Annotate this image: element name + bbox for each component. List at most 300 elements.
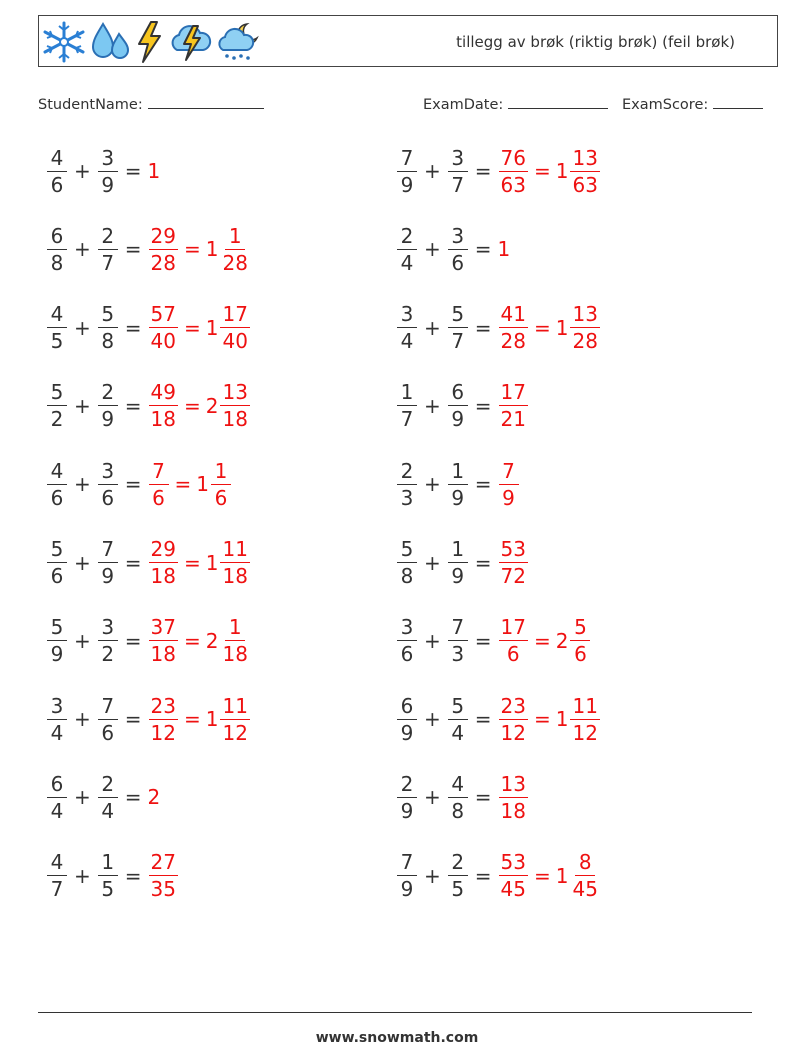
improper-fraction-denominator: 72	[500, 564, 526, 588]
addend-fraction	[448, 380, 468, 432]
addend-fraction	[47, 615, 67, 667]
addend-fraction-denominator: 6	[50, 172, 64, 197]
improper-fraction-numerator: 17	[500, 615, 526, 640]
addend-fraction-denominator: 9	[101, 407, 115, 432]
addend-fraction	[397, 693, 417, 745]
mixed-fraction-part-denominator: 12	[572, 720, 598, 745]
footer-site: www.snowmath.com	[315, 1030, 479, 1046]
improper-fraction	[149, 615, 178, 667]
improper-fraction-numerator: 29	[150, 223, 176, 248]
answer-equals-sign: =	[533, 863, 551, 888]
addend-fraction-denominator: 6	[400, 642, 414, 667]
plus-sign: +	[424, 159, 441, 183]
addend-fraction-numerator: 5	[397, 539, 417, 563]
addend-fraction-denominator: 9	[451, 407, 465, 432]
improper-fraction-denominator: 45	[500, 877, 526, 902]
equals-sign: =	[124, 237, 142, 262]
mixed-fraction-part-numerator: 5	[570, 617, 590, 641]
addend-fraction-denominator: 9	[451, 564, 465, 588]
addend-fraction-denominator: 9	[400, 172, 414, 197]
answer	[148, 380, 251, 432]
addend-fraction	[47, 850, 67, 902]
plus-sign: +	[74, 315, 91, 340]
addend-fraction-numerator: 3	[397, 617, 417, 641]
addend-fraction	[98, 302, 118, 354]
plus-sign: +	[424, 472, 441, 497]
addend-fraction	[448, 615, 468, 667]
addend-fraction	[98, 615, 118, 667]
mixed-fraction-part-numerator: 8	[575, 852, 595, 876]
answer	[498, 237, 512, 261]
addend-fraction	[448, 145, 468, 197]
addend-fraction-numerator: 4	[47, 461, 67, 485]
answer	[498, 850, 601, 902]
improper-fraction	[149, 693, 178, 745]
addend-fraction	[397, 850, 417, 902]
mixed-fraction-part-numerator: 1	[225, 617, 245, 641]
addend-fraction-denominator: 8	[400, 564, 414, 588]
answer	[498, 458, 520, 510]
addend-fraction	[98, 223, 118, 275]
addend-fraction-denominator: 8	[50, 250, 64, 275]
plus-sign: +	[424, 628, 441, 653]
improper-fraction	[149, 302, 178, 354]
answer	[148, 223, 251, 275]
answer	[148, 785, 162, 809]
plus-sign: +	[74, 159, 91, 183]
problem-row	[396, 689, 601, 749]
addend-fraction	[47, 693, 67, 745]
exam-date-label: ExamDate:	[423, 97, 504, 113]
mixed-fraction-part	[220, 380, 249, 432]
answer	[148, 302, 251, 354]
mixed-fraction-part	[570, 302, 599, 354]
mixed-fraction-part-numerator: 1	[225, 226, 245, 250]
addend-fraction-numerator: 4	[448, 774, 468, 798]
addend-fraction-denominator: 4	[50, 720, 64, 745]
problem-row	[46, 454, 232, 514]
improper-fraction	[149, 380, 178, 432]
addend-fraction-denominator: 3	[400, 485, 414, 510]
addend-fraction-denominator: 9	[400, 877, 414, 902]
addend-fraction-denominator: 9	[400, 798, 414, 823]
answer	[498, 145, 601, 197]
addend-fraction-denominator: 4	[50, 798, 64, 823]
lightning-icon	[133, 20, 165, 64]
addend-fraction-denominator: 5	[50, 329, 64, 354]
problem-row	[46, 611, 251, 671]
problem-row	[396, 376, 529, 436]
improper-fraction-numerator: 49	[150, 380, 176, 405]
equals-sign: =	[474, 628, 492, 653]
improper-fraction	[149, 850, 178, 902]
addend-fraction-denominator: 6	[50, 485, 64, 510]
addend-fraction-numerator: 7	[98, 696, 118, 720]
addend-fraction-numerator: 3	[448, 226, 468, 250]
worksheet-title: tillegg av brøk (riktig brøk) (feil brøk)	[456, 33, 735, 51]
addend-fraction-numerator: 7	[98, 539, 118, 563]
improper-fraction	[499, 302, 528, 354]
answer-equals-sign: =	[533, 159, 551, 183]
addend-fraction	[448, 223, 468, 275]
addend-fraction	[397, 302, 417, 354]
problem-row	[46, 846, 179, 906]
answer-equals-sign: =	[183, 707, 201, 732]
addend-fraction-numerator: 3	[47, 696, 67, 720]
answer-equals-sign: =	[183, 315, 201, 340]
addend-fraction	[397, 771, 417, 823]
addend-fraction-denominator: 8	[101, 329, 115, 354]
improper-fraction	[499, 850, 528, 902]
improper-fraction	[499, 380, 528, 432]
improper-fraction	[149, 539, 178, 586]
addend-fraction-denominator: 9	[50, 642, 64, 667]
student-name-field	[38, 94, 264, 113]
answer	[498, 615, 592, 667]
improper-fraction-numerator: 53	[500, 850, 526, 875]
plus-sign: +	[424, 315, 441, 340]
whole-number: 1	[555, 863, 569, 888]
answer	[148, 159, 162, 183]
addend-fraction-numerator: 1	[448, 539, 468, 563]
whole-number: 1	[147, 159, 161, 183]
equals-sign: =	[124, 472, 142, 497]
improper-fraction	[149, 458, 169, 510]
improper-fraction	[499, 145, 528, 197]
improper-fraction-denominator: 28	[150, 250, 176, 275]
exam-date-blank[interactable]	[508, 94, 608, 109]
addend-fraction-numerator: 7	[397, 148, 417, 172]
improper-fraction	[499, 771, 528, 823]
answer-equals-sign: =	[533, 628, 551, 653]
addend-fraction-numerator: 5	[47, 617, 67, 641]
addend-fraction-denominator: 4	[400, 250, 414, 275]
answer	[148, 458, 233, 510]
addend-fraction-numerator: 3	[448, 148, 468, 172]
snowflake-icon	[41, 20, 87, 64]
addend-fraction-numerator: 6	[47, 774, 67, 798]
addend-fraction-denominator: 5	[101, 877, 115, 902]
improper-fraction-denominator: 35	[150, 877, 176, 902]
improper-fraction-denominator: 6	[152, 485, 165, 510]
storm-cloud-icon	[167, 20, 213, 64]
improper-fraction-numerator: 57	[150, 302, 176, 327]
problem-row	[396, 454, 520, 514]
addend-fraction	[98, 539, 118, 586]
night-rain-cloud-icon	[215, 20, 261, 64]
water-drops-icon	[89, 20, 131, 64]
improper-fraction-denominator: 28	[500, 329, 526, 354]
plus-sign: +	[74, 472, 91, 497]
addend-fraction-denominator: 4	[400, 329, 414, 354]
mixed-fraction-part-denominator: 18	[222, 642, 248, 667]
answer	[498, 693, 601, 745]
mixed-fraction-part-numerator: 17	[222, 302, 248, 327]
addend-fraction-numerator: 3	[98, 461, 118, 485]
equals-sign: =	[474, 785, 492, 810]
addend-fraction-denominator: 2	[50, 407, 64, 432]
equals-sign: =	[124, 550, 142, 575]
student-name-blank[interactable]	[148, 94, 264, 109]
whole-number: 2	[555, 628, 569, 653]
addend-fraction-numerator: 1	[98, 852, 118, 876]
addend-fraction-numerator: 5	[47, 539, 67, 563]
answer-equals-sign: =	[183, 237, 201, 262]
improper-fraction-numerator: 53	[500, 537, 526, 561]
addend-fraction-numerator: 2	[98, 774, 118, 798]
mixed-fraction-part-numerator: 13	[572, 145, 598, 170]
addend-fraction-denominator: 7	[101, 250, 115, 275]
improper-fraction-denominator: 12	[500, 720, 526, 745]
addend-fraction	[98, 693, 118, 745]
improper-fraction-numerator: 7	[149, 461, 169, 485]
addend-fraction-denominator: 8	[451, 798, 465, 823]
mixed-fraction-part	[570, 850, 599, 902]
addend-fraction-denominator: 9	[101, 172, 115, 197]
equals-sign: =	[474, 315, 492, 340]
plus-sign: +	[74, 863, 91, 888]
mixed-fraction-part-denominator: 28	[572, 329, 598, 354]
whole-number: 1	[196, 472, 210, 497]
mixed-fraction-part	[570, 693, 599, 745]
addend-fraction-numerator: 4	[47, 148, 67, 172]
answer-equals-sign: =	[183, 628, 201, 653]
addend-fraction-denominator: 9	[451, 485, 465, 510]
addend-fraction	[98, 458, 118, 510]
addend-fraction	[47, 458, 67, 510]
equals-sign: =	[474, 237, 492, 262]
mixed-fraction-part-denominator: 40	[222, 329, 248, 354]
addend-fraction	[47, 145, 67, 197]
improper-fraction-denominator: 18	[150, 642, 176, 667]
answer	[498, 380, 529, 432]
equals-sign: =	[474, 159, 492, 183]
addend-fraction-numerator: 3	[397, 304, 417, 328]
whole-number: 1	[555, 315, 569, 340]
problem-row	[46, 298, 251, 358]
exam-score-field	[622, 94, 763, 113]
improper-fraction	[149, 223, 178, 275]
addend-fraction-numerator: 4	[47, 304, 67, 328]
student-name-label: StudentName:	[38, 97, 143, 113]
addend-fraction-numerator: 2	[448, 852, 468, 876]
addend-fraction-denominator: 7	[50, 877, 64, 902]
addend-fraction-numerator: 3	[98, 148, 118, 172]
addend-fraction	[47, 539, 67, 586]
mixed-fraction-part-denominator: 12	[222, 720, 248, 745]
equals-sign: =	[474, 707, 492, 732]
mixed-fraction-part-denominator: 63	[572, 172, 598, 197]
mixed-fraction-part-numerator: 1	[211, 461, 231, 485]
equals-sign: =	[124, 785, 142, 810]
addend-fraction	[448, 771, 468, 823]
addend-fraction	[47, 302, 67, 354]
addend-fraction	[47, 380, 67, 432]
exam-score-label: ExamScore:	[622, 97, 709, 113]
addend-fraction-numerator: 7	[448, 617, 468, 641]
plus-sign: +	[74, 393, 91, 418]
plus-sign: +	[424, 393, 441, 418]
mixed-fraction-part	[570, 615, 590, 667]
whole-number: 2	[205, 393, 219, 418]
addend-fraction-numerator: 3	[98, 617, 118, 641]
improper-fraction-denominator: 6	[506, 642, 520, 667]
problem-row	[396, 141, 601, 201]
problem-row	[396, 767, 529, 827]
mixed-fraction-part	[220, 693, 249, 745]
plus-sign: +	[74, 785, 91, 810]
answer	[148, 539, 251, 586]
equals-sign: =	[124, 707, 142, 732]
plus-sign: +	[424, 707, 441, 732]
answer	[148, 615, 251, 667]
improper-fraction-numerator: 17	[500, 380, 526, 405]
exam-date-field	[423, 94, 608, 113]
addend-fraction-denominator: 2	[101, 642, 115, 667]
addend-fraction-denominator: 4	[101, 798, 115, 823]
addend-fraction-denominator: 6	[101, 485, 115, 510]
equals-sign: =	[474, 863, 492, 888]
addend-fraction-numerator: 2	[98, 382, 118, 406]
addend-fraction	[98, 145, 118, 197]
addend-fraction-numerator: 5	[98, 304, 118, 328]
answer	[148, 693, 251, 745]
improper-fraction-denominator: 12	[150, 720, 176, 745]
improper-fraction-numerator: 41	[500, 302, 526, 327]
plus-sign: +	[74, 707, 91, 732]
problem-row	[396, 846, 601, 906]
equals-sign: =	[124, 393, 142, 418]
plus-sign: +	[424, 550, 441, 575]
problem-row	[396, 219, 511, 279]
addend-fraction-numerator: 1	[448, 461, 468, 485]
addend-fraction-denominator: 9	[101, 564, 115, 588]
equals-sign: =	[124, 159, 142, 183]
addend-fraction-denominator: 6	[451, 250, 465, 275]
whole-number: 2	[147, 785, 161, 810]
whole-number: 1	[205, 550, 219, 575]
mixed-fraction-part-numerator: 11	[572, 693, 598, 718]
improper-fraction	[499, 458, 519, 510]
addend-fraction	[98, 771, 118, 823]
equals-sign: =	[124, 863, 142, 888]
plus-sign: +	[74, 628, 91, 653]
mixed-fraction-part-denominator: 6	[574, 642, 587, 667]
plus-sign: +	[74, 550, 91, 575]
exam-score-blank[interactable]	[713, 94, 763, 109]
mixed-fraction-part	[220, 223, 249, 275]
mixed-fraction-part-denominator: 45	[572, 877, 598, 902]
whole-number: 2	[205, 628, 219, 653]
footer-divider	[38, 1012, 752, 1013]
improper-fraction-numerator: 23	[150, 693, 176, 718]
problem-row	[46, 141, 161, 201]
addend-fraction-numerator: 4	[47, 852, 67, 876]
addend-fraction-numerator: 5	[448, 696, 468, 720]
whole-number: 1	[205, 237, 219, 262]
improper-fraction-denominator: 18	[500, 798, 526, 823]
mixed-fraction-part	[211, 458, 231, 510]
addend-fraction	[448, 458, 468, 510]
mixed-fraction-part-numerator: 11	[222, 537, 248, 561]
addend-fraction	[448, 850, 468, 902]
equals-sign: =	[474, 393, 492, 418]
improper-fraction-numerator: 29	[150, 537, 176, 561]
improper-fraction-denominator: 21	[500, 407, 526, 432]
improper-fraction	[499, 539, 528, 586]
addend-fraction-numerator: 6	[448, 382, 468, 406]
answer	[498, 539, 529, 586]
addend-fraction-numerator: 6	[47, 226, 67, 250]
whole-number: 1	[497, 237, 511, 262]
plus-sign: +	[424, 863, 441, 888]
answer	[148, 850, 179, 902]
whole-number: 1	[205, 707, 219, 732]
improper-fraction-numerator: 27	[150, 850, 176, 875]
addend-fraction	[448, 693, 468, 745]
problem-row	[46, 376, 251, 436]
addend-fraction	[397, 223, 417, 275]
equals-sign: =	[474, 550, 492, 575]
improper-fraction-denominator: 63	[500, 172, 526, 197]
addend-fraction	[98, 850, 118, 902]
answer-equals-sign: =	[174, 472, 192, 497]
addend-fraction-numerator: 2	[397, 461, 417, 485]
answer-equals-sign: =	[183, 393, 201, 418]
mixed-fraction-part	[220, 615, 249, 667]
addend-fraction	[397, 458, 417, 510]
answer-equals-sign: =	[533, 707, 551, 732]
whole-number: 1	[555, 707, 569, 732]
mixed-fraction-part-numerator: 11	[222, 693, 248, 718]
addend-fraction-numerator: 7	[397, 852, 417, 876]
equals-sign: =	[124, 628, 142, 653]
addend-fraction	[397, 145, 417, 197]
header-box	[38, 15, 778, 67]
addend-fraction-numerator: 5	[47, 382, 67, 406]
addend-fraction-denominator: 4	[451, 720, 465, 745]
answer-equals-sign: =	[183, 550, 201, 575]
addend-fraction-numerator: 6	[397, 696, 417, 720]
addend-fraction-denominator: 7	[451, 172, 465, 197]
problem-row	[46, 533, 251, 593]
improper-fraction-denominator: 18	[150, 564, 176, 588]
improper-fraction-numerator: 13	[500, 771, 526, 796]
improper-fraction-numerator: 23	[500, 693, 526, 718]
answer	[498, 302, 601, 354]
equals-sign: =	[474, 472, 492, 497]
addend-fraction-denominator: 7	[451, 329, 465, 354]
whole-number: 1	[555, 159, 569, 183]
addend-fraction-denominator: 7	[400, 407, 414, 432]
equals-sign: =	[124, 315, 142, 340]
improper-fraction-numerator: 76	[500, 145, 526, 170]
plus-sign: +	[74, 237, 91, 262]
addend-fraction-numerator: 2	[397, 774, 417, 798]
addend-fraction	[397, 539, 417, 586]
addend-fraction	[397, 615, 417, 667]
whole-number: 1	[205, 315, 219, 340]
mixed-fraction-part-denominator: 28	[222, 250, 248, 275]
addend-fraction	[448, 302, 468, 354]
mixed-fraction-part-numerator: 13	[572, 302, 598, 327]
addend-fraction-denominator: 3	[451, 642, 465, 667]
problem-row	[46, 219, 251, 279]
improper-fraction	[499, 693, 528, 745]
addend-fraction-denominator: 5	[451, 877, 465, 902]
improper-fraction-numerator: 7	[499, 461, 519, 485]
addend-fraction-numerator: 2	[98, 226, 118, 250]
